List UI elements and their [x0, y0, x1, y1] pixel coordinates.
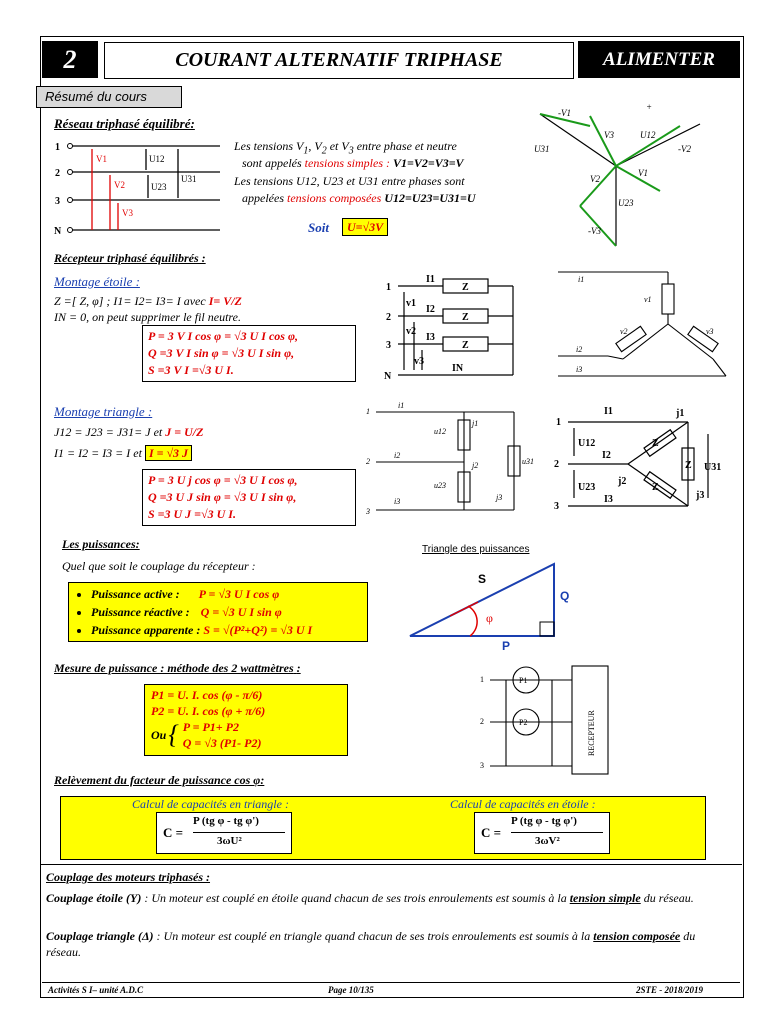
t2-I2: I2 — [602, 450, 611, 461]
etoile-line-2: IN = 0, on peut supprimer le fil neutre. — [54, 310, 241, 324]
cap-eto-formula: C = P (tg φ - tg φ') 3ωV² — [474, 812, 610, 854]
s2-i2: i2 — [576, 345, 583, 354]
s1-z1: Z — [462, 282, 469, 293]
s2-v2: v2 — [620, 327, 628, 336]
ph-mv3: -V3 — [588, 226, 601, 236]
wattmetres-box: P1 = U. I. cos (φ - π/6) P2 = U. I. cos (φ + π/6) Ou { P = P1+ P2 Q = √3 (P1- P2) — [144, 684, 348, 756]
t2-1: 1 — [556, 417, 561, 428]
puissance-active: • Puissance active : P = √3 U I cos φ — [91, 585, 367, 603]
net-label-v3: V3 — [122, 208, 133, 218]
power-triangle — [400, 556, 590, 652]
net-label-u23: U23 — [151, 182, 167, 192]
t2-u23: U23 — [578, 482, 596, 493]
net-label-n: N — [54, 226, 62, 237]
releve-heading: Relèvement du facteur de puissance cos φ: — [54, 773, 265, 787]
w-recepteur: RECEPTEUR — [587, 710, 596, 756]
resume-tab: Résumé du cours — [36, 86, 182, 108]
wattmeter-diagram — [476, 660, 636, 778]
ph-v2: V2 — [590, 174, 600, 184]
puissance-apparente: • Puissance apparente : S = √(P²+Q²) = √3 U I — [91, 621, 367, 639]
s2-v3: v3 — [706, 327, 714, 336]
s1-v2: v2 — [406, 326, 416, 337]
t1-u12: u12 — [434, 427, 446, 436]
footer-right: 2STE - 2018/2019 — [636, 985, 704, 995]
cap-tri-formula: C = P (tg φ - tg φ') 3ωU² — [156, 812, 292, 854]
puissance-reactive: • Puissance réactive : Q = √3 U I sin φ — [91, 603, 367, 621]
reseau-line-4: appelées tensions composées U12=U23=U31=U — [242, 191, 476, 205]
net-label-1: 1 — [55, 142, 60, 153]
net-label-u31: U31 — [181, 174, 197, 184]
t1-3: 3 — [366, 507, 370, 516]
etoile-formulas: P = 3 V I cos φ = √3 U I cos φ, Q =3 V I sin φ = √3 U I sin φ, S =3 V I =√3 U I. — [142, 325, 356, 382]
t1-j1: j1 — [472, 419, 479, 428]
t1-u31: u31 — [522, 457, 534, 466]
net-label-v1: V1 — [96, 154, 107, 164]
triangle-line-1: J12 = J23 = J31= J et J = U/Z — [54, 425, 204, 439]
tp-phi: φ — [486, 611, 493, 625]
reseau-line-3: Les tensions U12, U23 et U31 entre phases sont — [234, 174, 465, 188]
s1-z2: Z — [462, 312, 469, 323]
s1-i3: I3 — [426, 332, 435, 343]
t2-I1: I1 — [604, 406, 613, 417]
w-3: 3 — [480, 761, 484, 770]
moteurs-triangle: Couplage triangle (Δ) : Un moteur est couplé en triangle quand chacun de ses trois enroulements est soumis à la tension composée du réseau. — [46, 929, 696, 959]
s1-in: IN — [452, 363, 464, 374]
ph-u12: U12 — [640, 130, 656, 140]
t2-u12: U12 — [578, 438, 596, 449]
s1-2: 2 — [386, 312, 391, 323]
soit-formula: U=√3V — [342, 218, 388, 236]
t2-z1: Z — [652, 438, 659, 449]
reseau-line-1: Les tensions $V_1$, $V_2$ et $V_3$ entre phase et neutre — [234, 139, 457, 157]
puissances-heading: Les puissances: — [62, 537, 140, 551]
triangle-heading: Montage triangle : — [54, 404, 153, 419]
ph-v1: V1 — [638, 168, 648, 178]
triangle-diagram-2 — [548, 398, 728, 520]
t2-j1: j1 — [676, 408, 685, 419]
tp-p: P — [502, 639, 511, 652]
triangle-formulas: P = 3 U j cos φ = √3 U I cos φ, Q =3 U J sin φ = √3 U I sin φ, S =3 U J =√3 U I. — [142, 469, 356, 526]
star-diagram-1 — [378, 270, 523, 385]
ph-mv2: -V2 — [678, 144, 691, 154]
s1-z3: Z — [462, 340, 469, 351]
t2-j3: j3 — [696, 490, 705, 501]
t2-j2: j2 — [618, 476, 627, 487]
cap-eto-title: Calcul de capacités en étoile : — [450, 797, 596, 811]
net-label-3: 3 — [55, 196, 60, 207]
moteurs-divider — [40, 864, 742, 865]
phasor-diagram — [520, 96, 730, 256]
moteurs-heading: Couplage des moteurs triphasés : — [46, 870, 211, 884]
moteurs-etoile: Couplage étoile (Y) : Un moteur est couplé en étoile quand chacun de ses trois enroulements est soumis à la tension simple du réseau. — [46, 891, 694, 905]
s1-n: N — [384, 371, 392, 382]
net-label-v2: V2 — [114, 180, 125, 190]
s1-i2: I2 — [426, 304, 435, 315]
reseau-line-2: sont appelés tensions simples : V1=V2=V3=V — [242, 156, 464, 170]
section-label: ALIMENTER — [578, 41, 740, 78]
t1-j2: j2 — [472, 461, 479, 470]
s1-v3: v3 — [414, 356, 424, 367]
page-title: COURANT ALTERNATIF TRIPHASE — [104, 42, 574, 79]
net-label-2: 2 — [55, 168, 60, 179]
recepteur-heading: Récepteur triphasé équilibrés : — [54, 251, 206, 265]
reseau-heading: Réseau triphasé équilibré: — [54, 116, 195, 131]
w-2: 2 — [480, 717, 484, 726]
ph-u31: U31 — [534, 144, 550, 154]
footer-center: Page 10/135 — [328, 985, 374, 995]
s2-i1: i1 — [578, 275, 585, 284]
footer-left: Activités S I– unité A.D.C — [48, 985, 144, 995]
cap-tri-title: Calcul de capacités en triangle : — [132, 797, 289, 811]
tp-s: S — [478, 572, 487, 586]
triangle-line-2: I1 = I2 = I3 = I et I = √3 J — [54, 445, 192, 461]
ph-mv1: -V1 — [558, 108, 571, 118]
t2-2: 2 — [554, 459, 559, 470]
t1-i2: i2 — [394, 451, 401, 460]
t1-u23: u23 — [434, 481, 446, 490]
s1-v1: v1 — [406, 298, 416, 309]
s2-v1: v1 — [644, 295, 652, 304]
s1-3: 3 — [386, 340, 391, 351]
t1-2: 2 — [366, 457, 370, 466]
etoile-heading: Montage étoile : — [54, 274, 140, 289]
t2-z2: Z — [685, 460, 692, 471]
s1-1: 1 — [386, 282, 391, 293]
t1-i1: i1 — [398, 401, 405, 410]
w-p1: P1 — [519, 676, 528, 685]
t1-j3: j3 — [496, 493, 503, 502]
t2-I3: I3 — [604, 494, 613, 505]
footer-line — [42, 982, 740, 983]
t2-z3: Z — [652, 482, 659, 493]
etoile-line-1: Z =[ Z, φ] ; I1= I2= I3= I avec I= V/Z — [54, 294, 242, 308]
puissances-intro: Quel que soit le couplage du récepteur : — [62, 559, 256, 573]
network-diagram — [50, 132, 220, 242]
triangle-puissances-title: Triangle des puissances — [422, 544, 530, 555]
tp-q: Q — [560, 589, 570, 603]
soit-label: Soit — [308, 220, 329, 235]
t2-u31: U31 — [704, 462, 722, 473]
ph-v3: V3 — [604, 130, 614, 140]
t1-1: 1 — [366, 407, 370, 416]
chapter-number: 2 — [42, 41, 98, 78]
w-p2: P2 — [519, 718, 528, 727]
t2-3: 3 — [554, 501, 559, 512]
triangle-diagram-1 — [364, 396, 539, 518]
mesure-heading: Mesure de puissance : méthode des 2 wattmètres : — [54, 661, 301, 675]
net-label-u12: U12 — [149, 154, 165, 164]
ph-u23: U23 — [618, 198, 634, 208]
star-diagram-2 — [548, 264, 728, 384]
s1-i1: I1 — [426, 274, 435, 285]
puissances-box — [68, 582, 368, 642]
t1-i3: i3 — [394, 497, 401, 506]
s2-i3: i3 — [576, 365, 583, 374]
ph-plus: + — [646, 102, 653, 112]
w-1: 1 — [480, 675, 484, 684]
